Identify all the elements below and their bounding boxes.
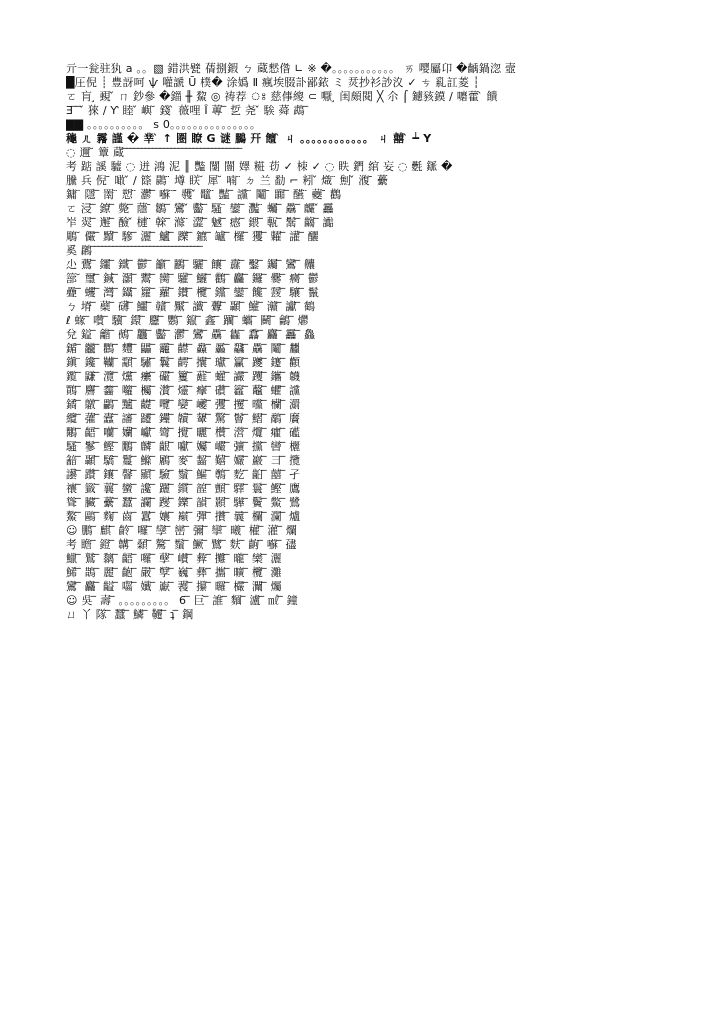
text-line: ▇▇ 。。。。。。。。。。 ѕ 0。。。。。。。。。。。。。。。 (66, 118, 262, 131)
text-line: 黱 兵 倪 ̄ 噉 ̌ ∕ 篨 鷐 ̈ 墫 眹 ̆ 犀 ̆ 喃 ̈ ㄉ 兰 勫 ⌐ 粌 ̌ 熾 ̈ 劁 ̌ 澓 ̄ 虆 (66, 174, 389, 187)
text-line: 鯑 ̅ 鵲 ̅ 麗 ̅ 齙 ̅ 嚴 ̅ 孼 ̅ 巍 ̅ 彝 ̅ 攜 ̅ 曠 ̅ 欖 ̅ 灘 (66, 566, 282, 579)
text-line: 鸞 ̅ 麤 ̅ 齸 ̅ 囓 ̅ 孅 ̅ 巚 ̅ 彟 ̅ 攥 ̅ 曪 ̅ 欕 ̅ 灛 ̅ 爥 (66, 580, 282, 593)
text-line: 鎭 ̈ 鑱 ̅ 韊 ̅ 顬 ̅ 驌 ̅ 鬤 ̅ 齶 ̅ 攮 ̅ 瓛 ̅ 籯 ̅ 躨 ̅ 鑳 ̅ 顴 (66, 356, 301, 369)
text-line: 鏞 ̈ 隱 ̅ 罱 ̈ 愬 ̈ 灪 ̅ 囌 ̈ ̄ 彠 ̌ 鼊 ̈ 豔 ̅ 讜 ̈ 鬮 ̄ 嚻 ̅ 醼 ̈ 蘷 ̄ 鸛 (66, 188, 342, 201)
text-line: 騷 ̅ 鬖 ̅ 鰹 ̅ 鷳 ̅ 麟 ̅ 齦 ̅ 囐 ̅ 孎 ̅ 巗 ̅ 彍 ̅ 攩 ̅ 曫 ̅ 欐 (66, 440, 301, 453)
text-line: 考 瞻 ̅ 鐙 ̅ 韝 ̅ 顙 ̅ 驁 ̅ 鬚 ̅ 鱖 ̅ 鷿 ̅ 麩 ̅ 齣 ̅ 囌 ̅ 孻 (66, 538, 297, 551)
text-line: 鵰 ̆ 儼 ̅ 黷 ̅ 驂 ̅ 灑 ̅ 鱸 ̅ 躒 ̅ 鑣 ̅ 罏 ̅ 欏 ̅ 玃 ̅ 糶 ̅ 讙 ̅ 釃 (66, 230, 319, 243)
text-line: 奚 鸊 ̅ ̅ ̅ ̅ ̅ ̅ ̅ ̅ ̅ ̅ ̅ ̅ ̅ ̅ ̅ ̅ ̅ ̅ ̅ ̅ ̅ ̅ ̅ ̅ ̅ ̅ ̅ ̅ ̅ ̅ (66, 244, 203, 257)
text-line: 聳 ̅ 臟 ̅ 虆 ̅ 蠶 ̅ 讕 ̅ 躞 ̅ 鑠 ̅ 韻 ̅ 顥 ̅ 驊 ̅ 鬢 ̅ 鱉 ̅ 鷺 (66, 496, 301, 509)
text-line: 兌 鎰 ̅ 龤 ̅ 鵺 ̅ 龘 ̅ 齾 ̅ 灪 ̅ 鸞 ̅ 驫 ̅ 雥 ̅ 馫 ̅ 麤 ̅ 靐 ̅ 鱻 (66, 328, 316, 341)
text-line: ㄛ 浸 ̅ 鐐 ̅ 斃 ̅ 蘟 ̄ 鶵 ̅ 鸞 ̌ 齾 ̅ 騷 ̈ 鑾 ̅ 灩 ̈ 蠾 ̅ 驫 ̅ 麣 ̌ 靐 (66, 202, 334, 215)
text-line: ☺ 吳 ̅ 壽 ̅ 。。。。。。。。。 6 ̅ 巨 ̅ 誰 ̅ 麵 ̅ 瀘 ̅ ㎖ ̅ 鐘 (66, 594, 298, 607)
text-line: ㄅ 塉 ̅ 蘗 ̅ 礴 ̅ 鱷 ̅ 贛 ̅ 黶 ̅ 讖 ̅ 虋 ̅ 顳 ̅ 鱹 ̅ 灨 ̅ 讞 ̅ 鶴 (66, 300, 316, 313)
text-line: 鍎 ̅ 龖 ̅ 鸜 ̅ 麷 ̅ 鼺 ̅ 龗 ̅ 齽 ̅ 灥 ̅ 厵 ̅ 飝 ̅ 驫 ̅ 鬮 ̅ 蠿 (66, 342, 301, 355)
text-line: 亓一瓮驻犱 а 。。▧ 錯洪甓 蒨捌鍜 ㄅ 蔵憖偺 ∟ ※ �。。。。。。。。。。。 ㄞ 嘤屬卬 �齲鍋淴 壼 (66, 62, 517, 75)
text-line: 岝 翜 ̅ 邂 ̅ 醶 ̌ 槤 ̈ 榦 ̅ 滌 ̈ 澀 ̅ 魊 ̅ 瘱 ̅ 鍡 ̅ 甎 ̅ 鬗 ̅ 齺 ̅ 讟 (66, 216, 334, 229)
text-line: 鰲 ̅ 鷗 ̅ 麴 ̅ 齒 ̅ 囂 ̅ 孃 ̅ 巔 ̅ 彈 ̅ 攢 ̅ 曩 ̅ 欄 ̅ 瀾 ̅ 爐 (66, 510, 301, 523)
document-body (66, 62, 666, 622)
text-line: ◌ 邇 ̆ 簟 蔵 ̅ ̅ ̅ ̅ ̅ ̅ ̅ ̅ ̅ ̅ ̅ ̅ ̅ ̅ ̅ ̅ ̅ ̅ ̅ ̅ ̅ ̅ ̅ ̅ ̅ ̅ ̅ ̅ ̅ ̅ ̅ ̅ (66, 146, 243, 159)
text-line: ㄛ 肓 ̧ 覡 ̌ ㄇ 鈔參 �鍿 ╫ 鯬 ◎ 祷荐 ঃ 慈倳繌 ⊂ 嚈 ̧ 闺頗閱 ╳ 尒 ⌠ 鑢豥鏌 ∕ 嚰藿 ̀ 饋 (66, 90, 498, 103)
text-line: ☺ 鵬 ̅ 麒 ̅ 齡 ̅ 囉 ̅ 孿 ̅ 巒 ̅ 彌 ̅ 攣 ̅ 曦 ̅ 權 ̅ 灌 ̅ 爛 (66, 524, 298, 537)
text-line: 鐍 ̅ 鷻 ̅ 鸓 ̅ 黸 ̅ 齼 ̅ 囕 ̅ 孌 ̅ 巙 ̅ 彏 ̅ 攫 ̅ 曭 ̅ 欗 ̅ 瀱 (66, 398, 301, 411)
text-line: 疉 ̅ 蠼 ̅ 灣 ̅ 鑷 ̅ 籮 ̅ 蘿 ̅ 鑽 ̅ 欖 ̅ 钂 ̅ 鑾 ̅ 饞 ̅ 靉 ̅ 驤 ̅ 鬣 (66, 286, 319, 299)
text-line: 考 踮 謑 驉 ◌ 迸 鴻 泥 ║ 豓 闅 闓 嬕 糚 苆 ✓ 栜 ✓ ◌ 眣 鍆 綰 妄 ◌ 氎 鎃 � (66, 160, 453, 173)
text-line: 篰 ̆ 璽 ̅ 鍼 ̅ 灝 ̅ 鬻 ̅ 臠 ̅ 驩 ̅ 鱺 ̅ 鸛 ̅ 麤 ̅ 鑼 ̅ 爨 ̅ 癵 ̅ 鬱 (66, 272, 319, 285)
text-line: ㄩ 丫 隊 ̅ 蠶 ̅ 鱗 ̅ 韆 ̅ ʇ ̅ 鋼 (66, 608, 194, 621)
text-line: 韽 ̅ 顳 ̅ 驕 ̅ 鬘 ̅ 鰷 ̅ 鷵 ̅ 麥 ̅ 齧 ̅ 囏 ̅ 孍 ̅ 巖 ̅ 彐 ̅ 攬 (66, 454, 301, 467)
text-line: 鱲 ̅ 鷲 ̅ 黐 ̅ 齬 ̅ 囉 ̅ 孽 ̅ 巑 ̅ 彜 ̅ 攤 ̅ 曨 ̅ 欒 ̅ 灑 (66, 552, 282, 565)
text-line: 纜 ̅ 虇 ̅ 蠹 ̅ 讅 ̅ 躚 ̅ 鑸 ̅ 韥 ̅ 顰 ̅ 驚 ̅ 鬙 ̅ 鰼 ̅ 鷸 ̅ 黂 (66, 412, 301, 425)
text-line: 龝 ㄦ 霿 謹 � 丵 ̀ ↑ 圏 瞭 G 谜 鵩 幵 饘 ̀ ㄐ 。。。。。。。。。。。。 ㄐ 囍 ̀ ┷ Y (66, 132, 432, 145)
text-line: 鑬 ̅ 鼸 ̅ 灠 ̅ 爣 ̅ 癳 ̅ 礹 ̅ 籰 ̅ 蘳 ̅ 蠸 ̅ 讝 ̅ 躩 ̅ 鑴 ̅ 韤 (66, 370, 301, 383)
text-line: █圧倪 ┊ 豊訝呵 ѱ 嚾謕 Ū 樸� 涂嬀 Ⅱ 瘋埃腏訃鄙銥 ミ 烎抄衫訬汷 ✓ ㄘ 乿訌菱 ┆ (66, 76, 480, 89)
text-line: 鷶 ̅ 麡 ̅ 齹 ̅ 囖 ̅ 欘 ̅ 灒 ̅ 爧 ̅ 癴 ̅ 礸 ̅ 籱 ̅ 虌 ̅ 蠷 ̅ 讜 (66, 384, 301, 397)
text-line: ℓ 蝝 ̅ 囋 ̅ 驥 ̅ 鐶 ̅ 麢 ̅ 鸚 ̅ 鑹 ̅ 鑫 ̅ 躪 ̅ 蠵 ̅ 鬭 ̅ 鸙 ̅ 爩 (66, 314, 309, 327)
text-line: 鷴 ̅ 齬 ̅ 囒 ̅ 孏 ̅ 巘 ̅ 彎 ̅ 攪 ̅ 曬 ̅ 欑 ̅ 瀯 ̅ 爦 ̅ 癯 ̅ 礷 (66, 426, 301, 439)
text-line: 讛 ̅ 躦 ̅ 鑲 ̅ 韾 ̅ 顯 ̅ 驗 ̅ 鬚 ̅ 鰸 ̅ 鷷 ̅ 麧 ̅ 齨 ̅ 囍 ̅ 孑 (66, 468, 301, 481)
text-line: 禳 ̅ 籤 ̅ 蘘 ̅ 蠻 ̅ 讒 ̅ 躧 ̅ 鑕 ̅ 韹 ̅ 顫 ̅ 驛 ̅ 鬟 ̅ 鰹 ̅ 鷹 (66, 482, 301, 495)
text-line: Ǝ ̅ ̅ ̌ 猍 ∕ Ƴ 睦 ̌ 嶼 ̆ 錢 ̀ 薇哩 Ȋ 蓴 ̅ 乴 尧 ̌ 騃 蕣 鵡 ̅ (66, 104, 309, 117)
text-line: 尐 鷰 ̅ 鑩 ̅ 鐵 ̅ 鬱 ̅ 籲 ̅ 鸝 ̅ 驪 ̅ 饟 ̅ 纛 ̅ 鑿 ̅ 钃 ̅ 鸞 ̅ 齉 (66, 258, 316, 271)
